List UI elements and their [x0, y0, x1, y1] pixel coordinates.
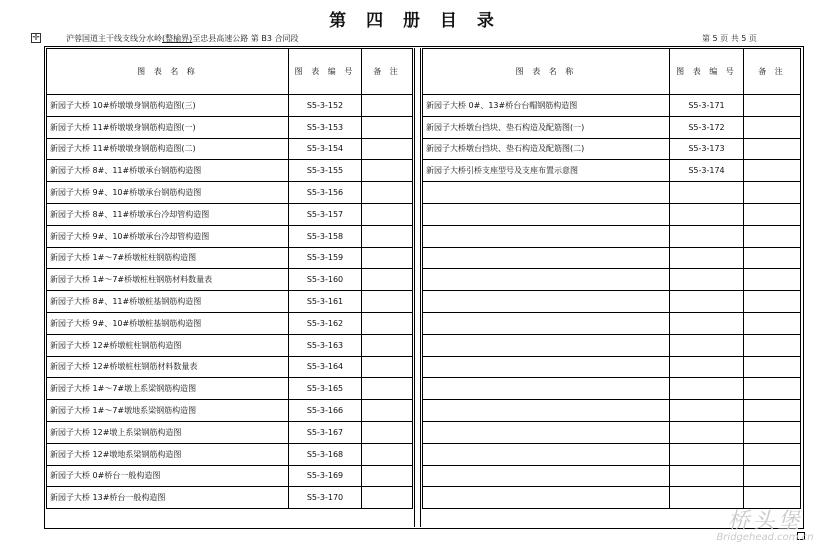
row-code: S5-3-172 [670, 116, 744, 138]
row-code: S5-3-152 [289, 95, 362, 117]
table-row [423, 291, 801, 313]
row-note [362, 225, 413, 247]
row-name [423, 400, 670, 422]
table-row [423, 334, 801, 356]
row-code: S5-3-160 [289, 269, 362, 291]
row-note [362, 312, 413, 334]
table-row [423, 247, 801, 269]
row-code [670, 312, 744, 334]
row-name [423, 182, 670, 204]
table-row [47, 225, 413, 247]
table-row [47, 160, 413, 182]
row-note [362, 203, 413, 225]
table-row [423, 203, 801, 225]
row-code [670, 356, 744, 378]
row-note [362, 247, 413, 269]
table-header-row [423, 49, 801, 95]
table-row [423, 421, 801, 443]
row-code: S5-3-162 [289, 312, 362, 334]
row-code [670, 182, 744, 204]
row-code: S5-3-169 [289, 465, 362, 487]
table-row [423, 312, 801, 334]
contents-table-left [46, 48, 413, 509]
row-note [362, 487, 413, 509]
header-code: 图 表 编 号 [289, 49, 362, 95]
row-name: 新园子大桥 9#、10#桥墩桩基钢筋构造图 [47, 312, 289, 334]
row-name [423, 312, 670, 334]
table-row [423, 182, 801, 204]
row-name: 新园子大桥 1#～7#墩上系梁钢筋构造图 [47, 378, 289, 400]
row-name: 新园子大桥 12#墩上系梁钢筋构造图 [47, 421, 289, 443]
table-row [423, 378, 801, 400]
row-name: 新园子大桥 10#桥墩墩身钢筋构造图(三) [47, 95, 289, 117]
row-note [362, 291, 413, 313]
table-row [47, 334, 413, 356]
table-row [47, 247, 413, 269]
row-note [744, 138, 801, 160]
table-row [423, 269, 801, 291]
column-divider [414, 48, 415, 527]
row-note [744, 95, 801, 117]
row-note [744, 421, 801, 443]
row-code: S5-3-163 [289, 334, 362, 356]
row-name: 新园子大桥 12#墩地系梁钢筋构造图 [47, 443, 289, 465]
row-name: 新园子大桥 12#桥墩桩柱钢筋材料数量表 [47, 356, 289, 378]
row-note [362, 465, 413, 487]
table-row [47, 378, 413, 400]
row-code [670, 400, 744, 422]
table-row [423, 225, 801, 247]
row-name [423, 291, 670, 313]
table-row [47, 400, 413, 422]
row-note [362, 378, 413, 400]
row-note [362, 138, 413, 160]
row-note [362, 400, 413, 422]
row-code: S5-3-166 [289, 400, 362, 422]
row-note [362, 334, 413, 356]
row-code [670, 421, 744, 443]
row-note [744, 182, 801, 204]
row-name [423, 356, 670, 378]
row-name: 新园子大桥 11#桥墩墩身钢筋构造图(一) [47, 116, 289, 138]
page-title: 第 四 册 目 录 [329, 11, 501, 31]
row-code [670, 291, 744, 313]
row-name: 新园子大桥 13#桥台一般构造图 [47, 487, 289, 509]
header-name: 图 表 名 称 [47, 49, 289, 95]
contents-table-right [422, 48, 801, 509]
table-header-row [47, 49, 413, 95]
header-note: 备 注 [744, 49, 801, 95]
row-note [362, 269, 413, 291]
subtitle-suffix: 至忠县高速公路 第 B3 合同段 [192, 34, 299, 43]
table-row [47, 487, 413, 509]
row-code: S5-3-171 [670, 95, 744, 117]
row-name: 新园子大桥 8#、11#桥墩桩基钢筋构造图 [47, 291, 289, 313]
row-note [362, 160, 413, 182]
document-subtitle [66, 33, 298, 44]
table-row [47, 116, 413, 138]
row-note [362, 443, 413, 465]
column-divider [420, 48, 421, 527]
row-name: 新园子大桥 0#、13#桥台台帽钢筋构造图 [423, 95, 670, 117]
row-code: S5-3-157 [289, 203, 362, 225]
row-code [670, 378, 744, 400]
row-name: 新园子大桥引桥支座型号及支座布置示意图 [423, 160, 670, 182]
row-name: 新园子大桥 1#～7#桥墩桩柱钢筋构造图 [47, 247, 289, 269]
row-code: S5-3-164 [289, 356, 362, 378]
row-name: 新园子大桥 9#、10#桥墩承台钢筋构造图 [47, 182, 289, 204]
row-name: 新园子大桥 12#桥墩桩柱钢筋构造图 [47, 334, 289, 356]
row-note [362, 182, 413, 204]
table-row [423, 160, 801, 182]
header-code: 图 表 编 号 [670, 49, 744, 95]
row-name: 新园子大桥 9#、10#桥墩承台冷却管构造图 [47, 225, 289, 247]
row-name [423, 225, 670, 247]
row-name [423, 334, 670, 356]
row-note [744, 400, 801, 422]
table-row [47, 203, 413, 225]
row-name [423, 487, 670, 509]
row-note [744, 465, 801, 487]
row-code: S5-3-159 [289, 247, 362, 269]
row-name: 新园子大桥 1#～7#墩地系梁钢筋构造图 [47, 400, 289, 422]
subtitle-underlined: (整榆界) [162, 34, 193, 43]
row-code: S5-3-161 [289, 291, 362, 313]
row-code: S5-3-170 [289, 487, 362, 509]
row-name: 新园子大桥墩台挡块、垫石构造及配筋图(一) [423, 116, 670, 138]
row-name: 新园子大桥 11#桥墩墩身钢筋构造图(二) [47, 138, 289, 160]
row-code: S5-3-165 [289, 378, 362, 400]
watermark-cn: 桥头堡 [727, 509, 803, 534]
table-row [47, 443, 413, 465]
table-row [47, 356, 413, 378]
row-note [744, 334, 801, 356]
row-code [670, 203, 744, 225]
row-name [423, 465, 670, 487]
row-note [744, 116, 801, 138]
row-name: 新园子大桥墩台挡块、垫石构造及配筋图(二) [423, 138, 670, 160]
table-row [423, 443, 801, 465]
row-code [670, 334, 744, 356]
subtitle-prefix: 沪蓉国道主干线支线分水岭 [66, 34, 162, 43]
row-note [362, 421, 413, 443]
row-name: 新园子大桥 8#、11#桥墩承台钢筋构造图 [47, 160, 289, 182]
row-code: S5-3-154 [289, 138, 362, 160]
row-note [744, 269, 801, 291]
row-note [362, 116, 413, 138]
row-note [362, 356, 413, 378]
row-code: S5-3-158 [289, 225, 362, 247]
table-row [47, 269, 413, 291]
header-note: 备 注 [362, 49, 413, 95]
table-row [423, 138, 801, 160]
move-anchor-icon[interactable]: ✛ [32, 33, 40, 43]
row-note [744, 225, 801, 247]
row-name [423, 443, 670, 465]
row-name: 新园子大桥 1#～7#桥墩桩柱钢筋材料数量表 [47, 269, 289, 291]
row-note [744, 356, 801, 378]
row-name [423, 421, 670, 443]
row-code: S5-3-156 [289, 182, 362, 204]
table-row [423, 356, 801, 378]
page-info: 第 5 页 共 5 页 [702, 34, 757, 43]
table-row [47, 312, 413, 334]
row-code: S5-3-153 [289, 116, 362, 138]
table-row [47, 465, 413, 487]
row-name [423, 247, 670, 269]
row-code [670, 225, 744, 247]
row-note [744, 160, 801, 182]
watermark-en: Bridgehead.com.cn [716, 532, 814, 543]
row-code [670, 269, 744, 291]
row-note [744, 203, 801, 225]
row-note [744, 291, 801, 313]
row-name [423, 203, 670, 225]
row-code: S5-3-173 [670, 138, 744, 160]
row-name [423, 378, 670, 400]
header-name: 图 表 名 称 [423, 49, 670, 95]
watermark-logo [706, 504, 824, 543]
table-row [47, 291, 413, 313]
table-row [423, 95, 801, 117]
row-code [670, 247, 744, 269]
table-row [423, 465, 801, 487]
table-row [423, 400, 801, 422]
row-code: S5-3-174 [670, 160, 744, 182]
row-note [744, 443, 801, 465]
row-note [744, 378, 801, 400]
row-code: S5-3-168 [289, 443, 362, 465]
row-code [670, 443, 744, 465]
row-code: S5-3-155 [289, 160, 362, 182]
table-row [47, 95, 413, 117]
row-name: 新园子大桥 8#、11#桥墩承台冷却管构造图 [47, 203, 289, 225]
row-name [423, 269, 670, 291]
row-code: S5-3-167 [289, 421, 362, 443]
row-note [362, 95, 413, 117]
table-row [47, 182, 413, 204]
table-row [47, 138, 413, 160]
row-code [670, 465, 744, 487]
row-note [744, 247, 801, 269]
row-name: 新园子大桥 0#桥台一般构造图 [47, 465, 289, 487]
table-row [47, 421, 413, 443]
table-row [423, 116, 801, 138]
row-note [744, 312, 801, 334]
